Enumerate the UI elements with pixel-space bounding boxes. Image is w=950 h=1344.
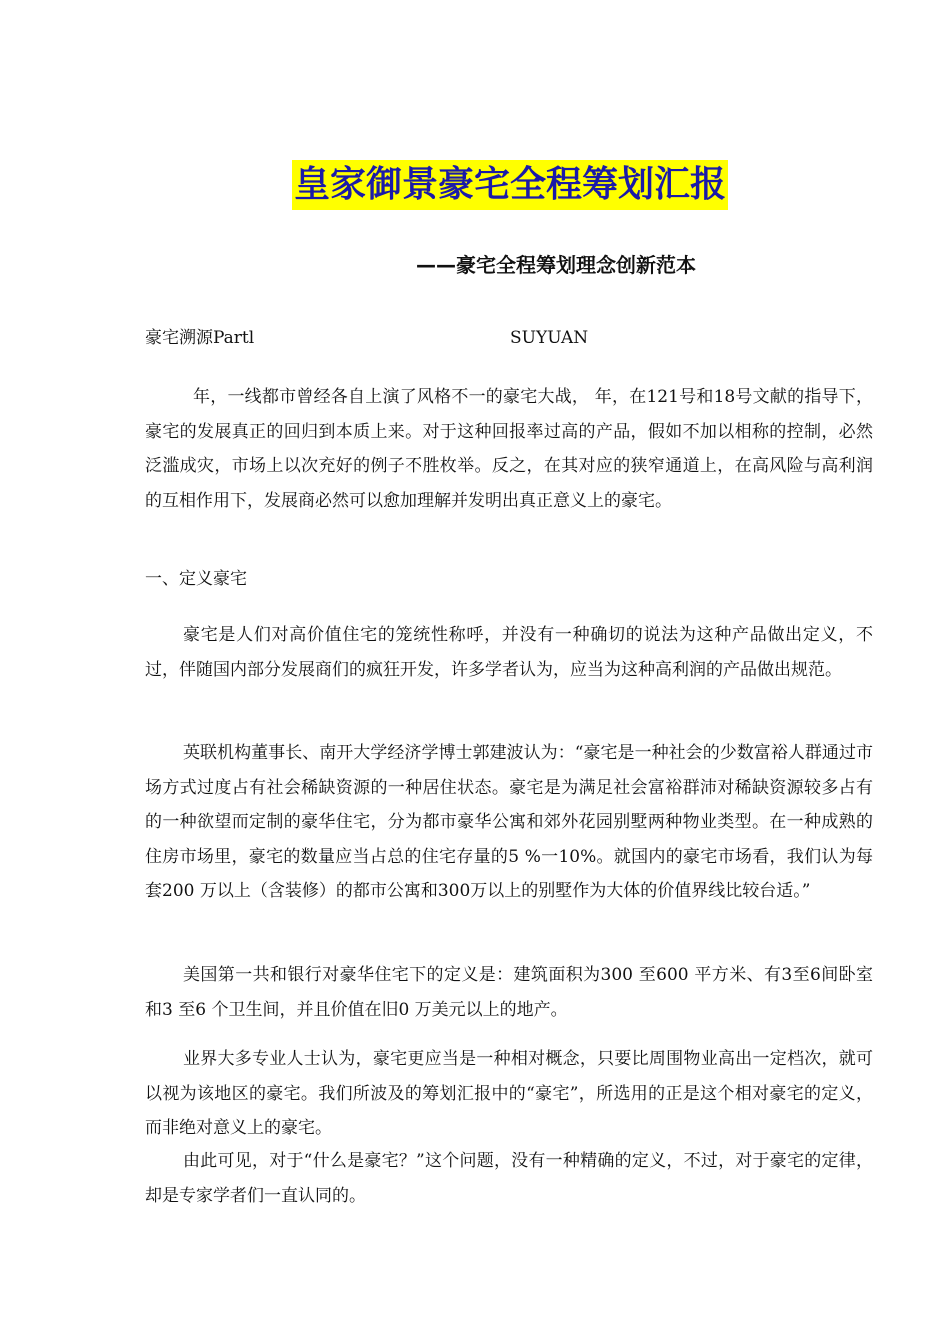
section-label: 豪宅溯源Partl (145, 328, 255, 348)
title-block (0, 160, 950, 210)
heading-define-luxury: 一、定义豪宅 (145, 569, 247, 589)
conclusion-paragraph: 由此可见，对于“什么是豪宅？”这个问题，没有一种精确的定义，不过，对于豪宅的定律，却是专家学者们一直认同的。 (145, 1151, 873, 1206)
section-english-label: SUYUAN (510, 328, 589, 348)
document-title: 皇家御景豪宅全程筹划汇报 (292, 160, 728, 210)
quote-paragraph: 英联机构董事长、南开大学经济学博士郭建波认为：“豪宅是一种社会的少数富裕人群通过市场方式过度占有社会稀缺资源的一种居住状态。豪宅是为满足社会富裕群沛对稀缺资源较多占有的一种欲望而定制的豪华住宅，分为都市豪华公寓和郊外花园别墅两种物业类型。在一种成熟的住房市场里，豪宅的数量应当占总的住宅存量的5 %一10%。就国内的豪宅市场看，我们认为每套200 万以上（含装修）的都市公寓和300万以上的别墅作为大体的价值界线比较台适。” (145, 743, 873, 901)
section-header (145, 325, 845, 351)
intro-paragraph: 年，一线都市曾经各自上演了风格不一的豪宅大战， 年，在121号和18号文献的指导下，豪宅的发展真正的回归到本质上来。对于这种回报率过高的产品，假如不加以相称的控制，必然泛滥成灾，市场上以次充好的例子不胜枚举。反之，在其对应的狭窄通道上，在高风险与高利润的互相作用下，发展商必然可以愈加理解并发明出真正意义上的豪宅。 (145, 387, 873, 511)
bank-definition-paragraph: 美国第一共和银行对豪华住宅下的定义是：建筑面积为300 至600 平方米、有3至6间卧室和3 至6 个卫生间，并且价值在旧0 万美元以上的地产。 (145, 965, 873, 1020)
industry-view-paragraph: 业界大多专业人士认为，豪宅更应当是一种相对概念，只要比周围物业高出一定档次，就可以视为该地区的豪宅。我们所波及的筹划汇报中的“豪宅”，所选用的正是这个相对豪宅的定义，而非绝对意义上的豪宅。 (145, 1049, 873, 1138)
definition-paragraph: 豪宅是人们对高价值住宅的笼统性称呼，并没有一种确切的说法为这种产品做出定义，不过，伴随国内部分发展商们的疯狂开发，许多学者认为，应当为这种高利润的产品做出规范。 (145, 625, 873, 680)
document-subtitle: ——豪宅全程筹划理念创新范本 (416, 253, 696, 277)
